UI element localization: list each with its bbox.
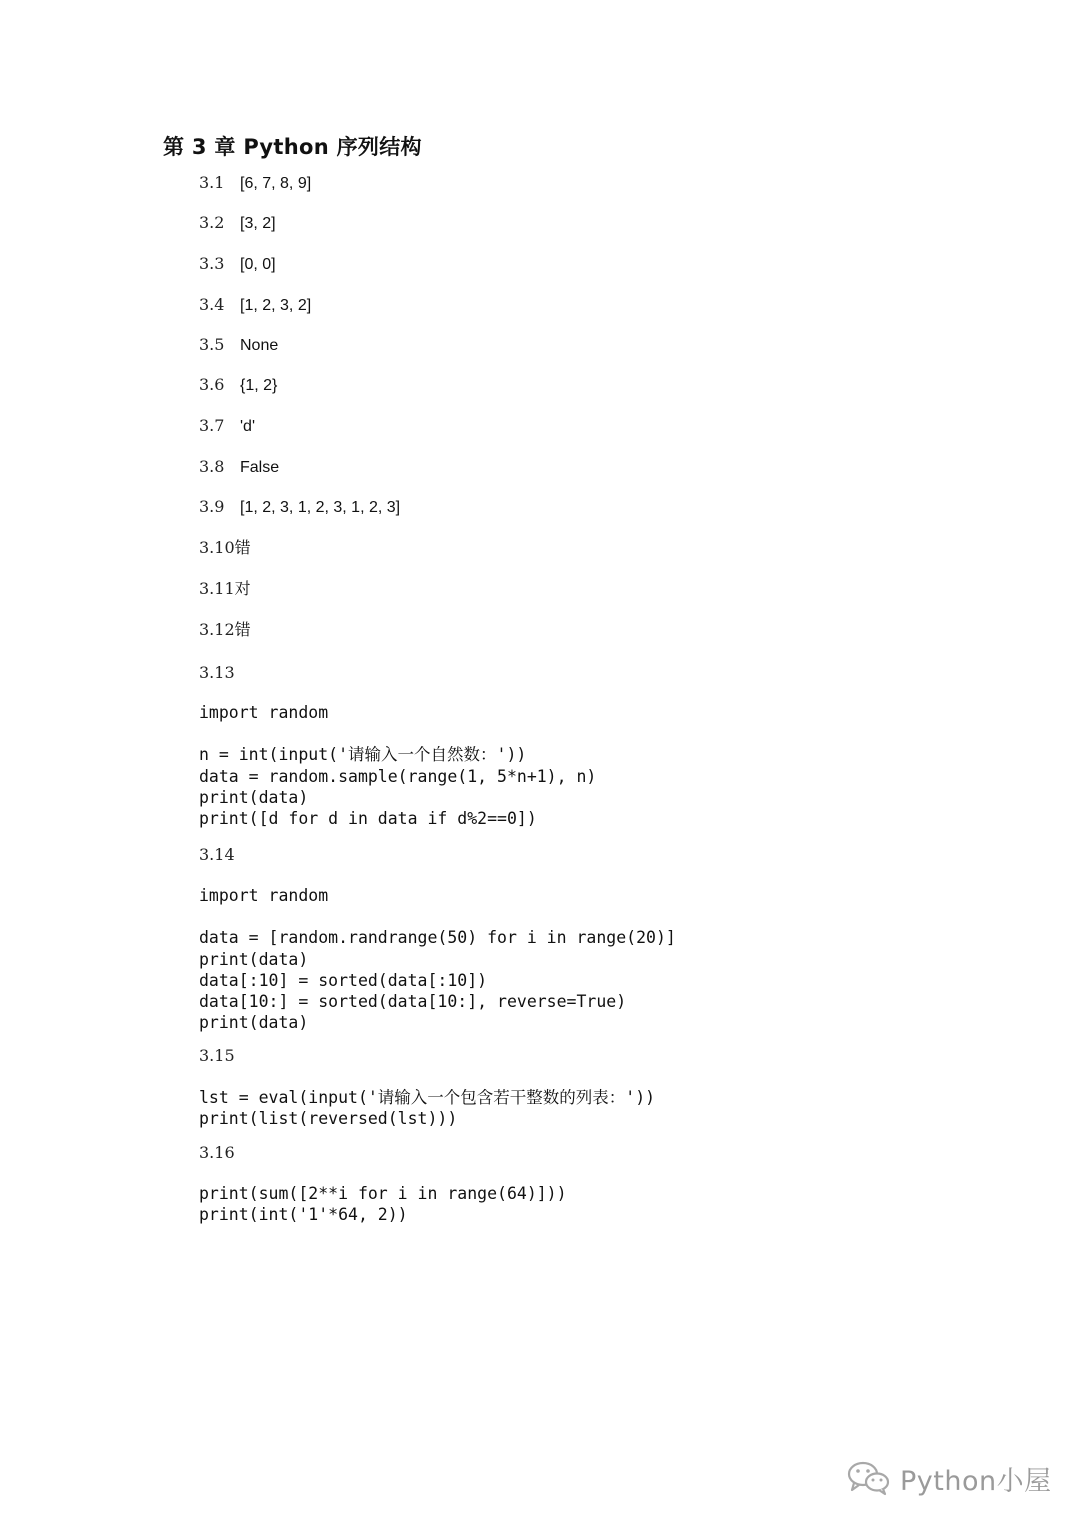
answer-number: 3.13	[199, 663, 235, 682]
watermark	[846, 1458, 1052, 1498]
answer-value: 错	[234, 620, 251, 639]
answer-number: 3.7	[199, 416, 225, 435]
answer-value: 错	[234, 538, 251, 557]
answer-number: 3.8	[199, 457, 225, 476]
answer-value: [1, 2, 3, 1, 2, 3, 1, 2, 3]	[240, 499, 401, 516]
answer-3-11	[199, 579, 251, 600]
answer-3-8	[199, 457, 279, 478]
answer-3-10	[199, 538, 251, 559]
answer-value: [3, 2]	[240, 215, 276, 232]
chapter-title: 第 3 章 Python 序列结构	[163, 135, 422, 159]
answer-3-3	[199, 254, 276, 275]
answer-number: 3.2	[199, 213, 225, 232]
answer-3-12	[199, 620, 251, 641]
answer-value: {1, 2}	[240, 377, 278, 394]
answer-number: 3.14	[199, 845, 235, 864]
answer-3-1	[199, 173, 311, 194]
answer-number: 3.11	[199, 579, 235, 598]
code-block-3-13: import random n = int(input('请输入一个自然数：')) data = random.sample(range(1, 5*n+1), n) print(data) print([d for d in data if d%2==0])	[199, 703, 597, 829]
answer-value: 'd'	[240, 418, 256, 435]
answer-number: 3.4	[199, 295, 225, 314]
answer-3-14	[199, 845, 235, 866]
answer-value: None	[240, 337, 279, 354]
answer-value: [0, 0]	[240, 256, 276, 273]
answer-number: 3.15	[199, 1046, 235, 1065]
answer-3-16	[199, 1143, 235, 1164]
answer-3-6	[199, 375, 277, 396]
wechat-icon	[846, 1460, 892, 1496]
answer-value: 对	[234, 579, 251, 598]
answer-number: 3.16	[199, 1143, 235, 1162]
answer-3-15	[199, 1046, 235, 1067]
answer-number: 3.10	[199, 538, 235, 557]
answer-number: 3.6	[199, 375, 225, 394]
answer-3-7	[199, 416, 255, 437]
answer-number: 3.1	[199, 173, 225, 192]
answer-3-4	[199, 295, 311, 316]
answer-3-9	[199, 497, 400, 518]
answer-value: [1, 2, 3, 2]	[240, 297, 312, 314]
answer-3-2	[199, 213, 276, 234]
code-block-3-15: lst = eval(input('请输入一个包含若干整数的列表：')) print(list(reversed(lst)))	[199, 1088, 656, 1129]
answer-value: [6, 7, 8, 9]	[240, 175, 312, 192]
answer-3-5	[199, 335, 278, 356]
answer-number: 3.3	[199, 254, 225, 273]
code-block-3-16: print(sum([2**i for i in range(64)])) print(int('1'*64, 2))	[199, 1184, 567, 1225]
answer-value: False	[240, 459, 280, 476]
answer-3-13	[199, 663, 235, 684]
code-block-3-14: import random data = [random.randrange(50) for i in range(20)] print(data) data[:10] = sorted(data[:10]) data[10:] = sorted(data[10:], reverse=True) print(data)	[199, 886, 676, 1033]
watermark-text: Python小屋	[900, 1465, 1052, 1497]
answer-number: 3.9	[199, 497, 225, 516]
answer-number: 3.12	[199, 620, 235, 639]
answer-number: 3.5	[199, 335, 225, 354]
